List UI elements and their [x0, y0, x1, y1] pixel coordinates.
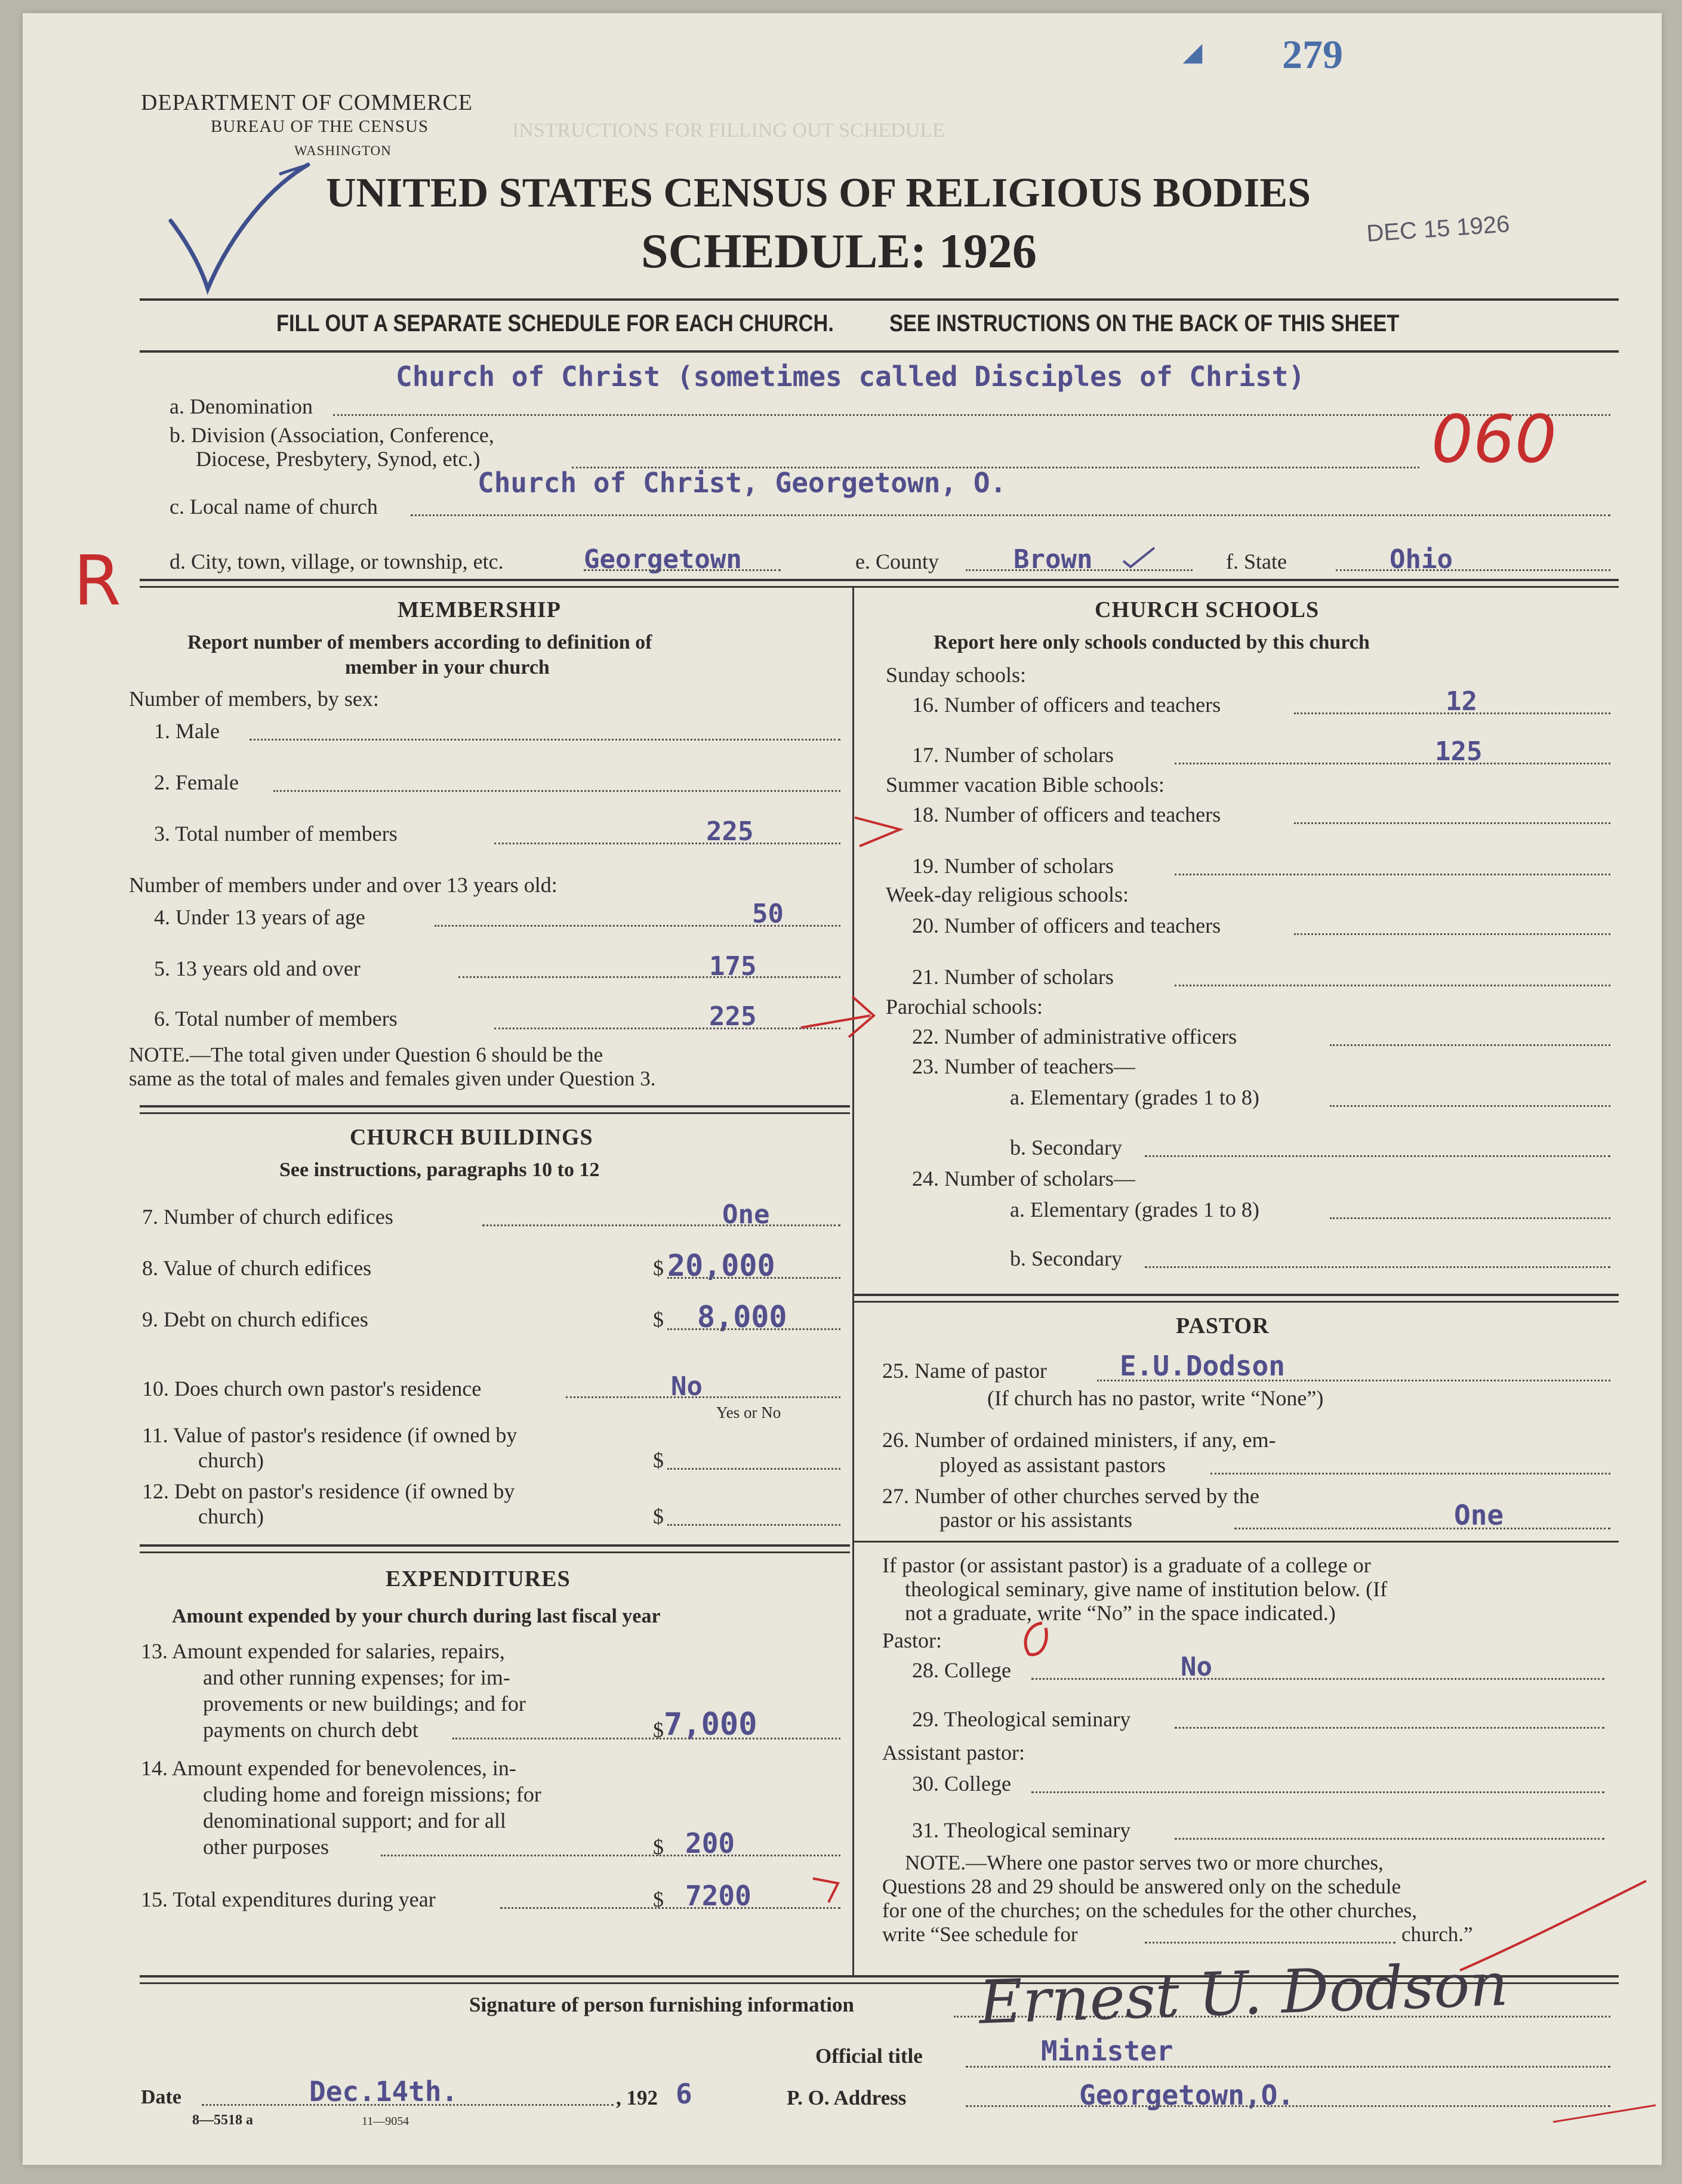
year-value: 6 [676, 2078, 692, 2110]
q16-value: 12 [1446, 686, 1477, 717]
q24-label: 24. Number of scholars— [912, 1167, 1135, 1190]
q13-dollar: $ [653, 1718, 664, 1742]
q15-label: 15. Total expenditures during year [141, 1887, 436, 1911]
q14-label: 14. Amount expended for benevolences, in- [141, 1756, 516, 1780]
q13-label-2: and other running expenses; for im- [203, 1665, 510, 1689]
form-title: UNITED STATES CENSUS OF RELIGIOUS BODIES [326, 170, 1311, 216]
schools-bottom-rule [854, 1294, 1619, 1296]
q23a-line [1330, 1105, 1610, 1107]
county-tick-icon [1121, 545, 1157, 569]
q14-dollar: $ [653, 1835, 664, 1859]
q6-value: 225 [709, 1001, 757, 1032]
q25-label: 25. Name of pastor [882, 1359, 1047, 1383]
q13-label-3: provements or new buildings; and for [203, 1692, 526, 1716]
q2-label: 2. Female [154, 770, 239, 794]
q3-label: 3. Total number of members [154, 822, 398, 846]
q27-label: 27. Number of other churches served by the [882, 1484, 1259, 1508]
q20-label: 20. Number of officers and teachers [912, 914, 1221, 937]
q24b-label: b. Secondary [1010, 1247, 1122, 1270]
membership-note-1: NOTE.—The total given under Question 6 should be the [129, 1043, 603, 1066]
denomination-value: Church of Christ (sometimes called Disciples of Christ) [396, 360, 1305, 393]
q9-label: 9. Debt on church edifices [142, 1307, 368, 1331]
q11-label: 11. Value of pastor's residence (if owned by [142, 1423, 517, 1447]
sunday-schools-label: Sunday schools: [886, 663, 1027, 687]
q23b-line [1145, 1155, 1610, 1157]
q10-line [566, 1396, 840, 1398]
membership-heading: MEMBERSHIP [398, 597, 561, 622]
q13-value: 7,000 [664, 1707, 757, 1742]
q8-line [667, 1277, 840, 1279]
q28-value: No [1181, 1652, 1212, 1682]
q12-line [667, 1524, 840, 1526]
division-label-2: Diocese, Presbytery, Synod, etc.) [196, 447, 480, 471]
graduate-instruction-3: not a graduate, write “No” in the space indicated.) [905, 1601, 1336, 1625]
yes-no-hint: Yes or No [716, 1403, 781, 1421]
division-label: b. Division (Association, Conference, [170, 423, 494, 447]
date-label: Date [141, 2086, 181, 2108]
q27-value: One [1454, 1499, 1504, 1531]
membership-subtitle-1: Report number of members according to definition of [187, 631, 652, 653]
q1-line [249, 739, 840, 741]
q3-line [494, 843, 840, 844]
banner-right-text: SEE INSTRUCTIONS ON THE BACK OF THIS SHEET [889, 310, 1400, 337]
q26-label: 26. Number of ordained ministers, if any, em- [882, 1428, 1276, 1452]
bleed-through-heading: INSTRUCTIONS FOR FILLING OUT SCHEDULE [512, 119, 945, 141]
q15-line [500, 1907, 840, 1909]
pastor-sublabel: Pastor: [882, 1628, 942, 1652]
state-value: Ohio [1390, 544, 1453, 575]
q10-value: No [671, 1371, 703, 1402]
buildings-bottom-rule [140, 1544, 850, 1547]
census-schedule-sheet [23, 13, 1662, 2165]
q25-note: (If church has no pastor, write “None”) [987, 1386, 1324, 1410]
q25-value: E.U.Dodson [1120, 1350, 1285, 1382]
q2-line [273, 790, 840, 792]
schools-bottom-rule-2 [854, 1301, 1619, 1303]
membership-bottom-rule [140, 1105, 850, 1108]
expenditures-subtitle: Amount expended by your church during last fiscal year [172, 1605, 661, 1627]
q9-value: 8,000 [697, 1300, 787, 1334]
q19-line [1175, 874, 1610, 875]
q27-line [1234, 1528, 1610, 1529]
q8-dollar: $ [653, 1256, 664, 1280]
q12-label: 12. Debt on pastor's residence (if owned by [142, 1479, 515, 1503]
q9-line [667, 1328, 840, 1330]
q23b-label: b. Secondary [1010, 1136, 1122, 1159]
po-address-label: P. O. Address [787, 2086, 907, 2109]
membership-subtitle-2: member in your church [345, 656, 550, 678]
pastor-note-4: write “See schedule for [882, 1923, 1078, 1946]
buildings-heading: CHURCH BUILDINGS [350, 1125, 593, 1150]
q8-label: 8. Value of church edifices [142, 1256, 372, 1280]
bureau-name: BUREAU OF THE CENSUS [211, 117, 429, 136]
q17-value: 125 [1435, 736, 1483, 767]
q10-label: 10. Does church own pastor's residence [142, 1377, 482, 1401]
q13-label-4: payments on church debt [203, 1718, 418, 1742]
q31-line [1175, 1838, 1604, 1840]
q30-line [1031, 1791, 1604, 1793]
q24a-label: a. Elementary (grades 1 to 8) [1010, 1198, 1259, 1221]
q11-dollar: $ [653, 1448, 664, 1472]
q29-label: 29. Theological seminary [912, 1707, 1131, 1731]
local-name-label: c. Local name of church [170, 495, 378, 519]
q27-label-2: pastor or his assistants [939, 1508, 1132, 1532]
q14-label-4: other purposes [203, 1835, 329, 1859]
q4-value: 50 [752, 899, 784, 929]
q6-line [494, 1028, 840, 1029]
bureau-city: WASHINGTON [294, 143, 392, 158]
q31-label: 31. Theological seminary [912, 1818, 1131, 1842]
pastor-note-5: church.” [1401, 1923, 1473, 1946]
q11-line [667, 1468, 840, 1470]
q22-line [1330, 1044, 1610, 1046]
section-top-rule [140, 579, 1619, 581]
summer-schools-label: Summer vacation Bible schools: [886, 773, 1165, 797]
q24b-line [1145, 1266, 1610, 1268]
print-number: 11—9054 [362, 2115, 409, 2128]
schedule-year-title: SCHEDULE: 1926 [641, 224, 1037, 278]
q20-line [1294, 933, 1610, 935]
q4-line [435, 925, 840, 927]
pastor-heading: PASTOR [1176, 1313, 1270, 1338]
q6-label: 6. Total number of members [154, 1007, 398, 1031]
q26-label-2: ployed as assistant pastors [939, 1453, 1166, 1477]
po-address-line [966, 2105, 1610, 2107]
department-name: DEPARTMENT OF COMMERCE [141, 90, 473, 115]
q8-value: 20,000 [667, 1248, 775, 1283]
po-address-value: Georgetown,O. [1079, 2079, 1295, 2111]
q5-label: 5. 13 years old and over [154, 957, 361, 980]
banner-bottom-rule [140, 350, 1619, 353]
pastor-note-1: NOTE.—Where one pastor serves two or more churches, [905, 1851, 1384, 1874]
q11-label-2: church) [198, 1448, 264, 1472]
red-arrow-q6-icon [799, 992, 888, 1045]
q17-label: 17. Number of scholars [912, 743, 1114, 767]
schools-subtitle: Report here only schools conducted by this church [934, 631, 1370, 653]
red-code-mark: 060 [1431, 401, 1557, 477]
banner-left-text: FILL OUT A SEPARATE SCHEDULE FOR EACH CHURCH. [276, 310, 834, 337]
state-line [1336, 569, 1610, 571]
q19-label: 19. Number of scholars [912, 854, 1114, 878]
q12-dollar: $ [653, 1504, 664, 1528]
q12-label-2: church) [198, 1504, 264, 1528]
county-line [966, 569, 1193, 571]
pastor-note-2: Questions 28 and 29 should be answered only on the schedule [882, 1875, 1401, 1898]
local-church-name-value: Church of Christ, Georgetown, O. [478, 467, 1007, 499]
official-title-line [966, 2066, 1610, 2068]
stamp-mark: ◢ [1184, 39, 1202, 66]
q22-label: 22. Number of administrative officers [912, 1025, 1237, 1048]
q14-label-2: cluding home and foreign missions; for [203, 1782, 541, 1806]
membership-note-2: same as the total of males and females given under Question 3. [129, 1067, 656, 1090]
q16-line [1294, 712, 1610, 714]
members-by-age-label: Number of members under and over 13 years old: [129, 873, 557, 897]
pastor-mid-rule [854, 1541, 1619, 1543]
q14-value: 200 [685, 1827, 735, 1859]
section-top-rule-2 [140, 586, 1619, 588]
local-name-line [411, 514, 1610, 516]
state-label: f. State [1226, 550, 1287, 573]
q28-label: 28. College [912, 1658, 1011, 1682]
q28-line [1031, 1678, 1604, 1680]
q5-value: 175 [709, 951, 757, 982]
membership-bottom-rule-2 [140, 1112, 850, 1114]
banner-top-rule [140, 298, 1619, 301]
signature-value: Ernest U. Dodson [978, 1949, 1510, 2038]
q26-line [1210, 1473, 1610, 1474]
q15-value: 7200 [685, 1880, 751, 1912]
q25-line [1097, 1380, 1610, 1381]
city-value: Georgetown [584, 544, 742, 575]
q3-value: 225 [706, 816, 754, 847]
year-prefix: , 192 [616, 2086, 658, 2109]
stamp-number: 279 [1282, 32, 1343, 77]
denomination-label: a. Denomination [170, 394, 313, 418]
q21-line [1175, 985, 1610, 986]
red-tick-q15-icon [811, 1869, 858, 1905]
city-label: d. City, town, village, or township, etc. [170, 550, 504, 573]
q7-line [482, 1224, 840, 1226]
q23a-label: a. Elementary (grades 1 to 8) [1010, 1085, 1259, 1109]
weekday-schools-label: Week-day religious schools: [886, 883, 1129, 906]
buildings-subtitle: See instructions, paragraphs 10 to 12 [279, 1159, 600, 1181]
q29-line [1175, 1727, 1604, 1729]
official-title-value: Minister [1041, 2035, 1173, 2067]
members-by-sex-label: Number of members, by sex: [129, 687, 379, 711]
q9-dollar: $ [653, 1307, 664, 1331]
red-margin-mark: R [73, 541, 121, 621]
q14-label-3: denominational support; and for all [203, 1809, 506, 1833]
buildings-bottom-rule-2 [140, 1551, 850, 1553]
parochial-schools-label: Parochial schools: [886, 995, 1043, 1019]
q24a-line [1330, 1217, 1610, 1219]
red-arrow-q3-icon [852, 812, 906, 853]
q18-label: 18. Number of officers and teachers [912, 803, 1221, 826]
column-divider [852, 586, 854, 1976]
county-value: Brown [1013, 544, 1093, 575]
q7-label: 7. Number of church edifices [142, 1205, 393, 1229]
assistant-pastor-sublabel: Assistant pastor: [882, 1741, 1025, 1765]
check-mark-icon [166, 156, 321, 300]
q7-value: One [722, 1199, 770, 1230]
signature-label: Signature of person furnishing information [469, 1993, 854, 2016]
q14-line [381, 1855, 840, 1856]
denomination-line [333, 414, 1610, 416]
county-label: e. County [855, 550, 939, 573]
form-number: 8—5518 a [192, 2112, 253, 2128]
graduate-instruction-2: theological seminary, give name of institution below. (If [905, 1577, 1388, 1601]
date-line [202, 2104, 614, 2106]
q4-label: 4. Under 13 years of age [154, 905, 365, 929]
pastor-note-3: for one of the churches; on the schedules for the other churches, [882, 1899, 1418, 1922]
q23-label: 23. Number of teachers— [912, 1054, 1135, 1078]
q21-label: 21. Number of scholars [912, 965, 1114, 989]
official-title-label: Official title [815, 2044, 923, 2068]
graduate-instruction-1: If pastor (or assistant pastor) is a graduate of a college or [882, 1553, 1371, 1577]
q13-line [452, 1738, 840, 1739]
q13-label: 13. Amount expended for salaries, repairs, [141, 1639, 505, 1663]
city-line [584, 569, 781, 571]
q17-line [1175, 763, 1610, 764]
q18-line [1294, 822, 1610, 824]
q15-dollar: $ [653, 1887, 664, 1911]
q5-line [458, 976, 840, 978]
red-pencil-corner-stroke-icon [1551, 2102, 1658, 2126]
expenditures-heading: EXPENDITURES [386, 1566, 571, 1591]
q16-label: 16. Number of officers and teachers [912, 693, 1221, 717]
red-circle-mark-icon [1016, 1618, 1058, 1660]
schools-heading: CHURCH SCHOOLS [1095, 597, 1320, 622]
pastor-note-line [1145, 1942, 1395, 1944]
q1-label: 1. Male [154, 719, 220, 743]
q30-label: 30. College [912, 1772, 1011, 1796]
received-date-stamp: DEC 15 1926 [1366, 211, 1511, 247]
date-value: Dec.14th. [309, 2075, 458, 2108]
